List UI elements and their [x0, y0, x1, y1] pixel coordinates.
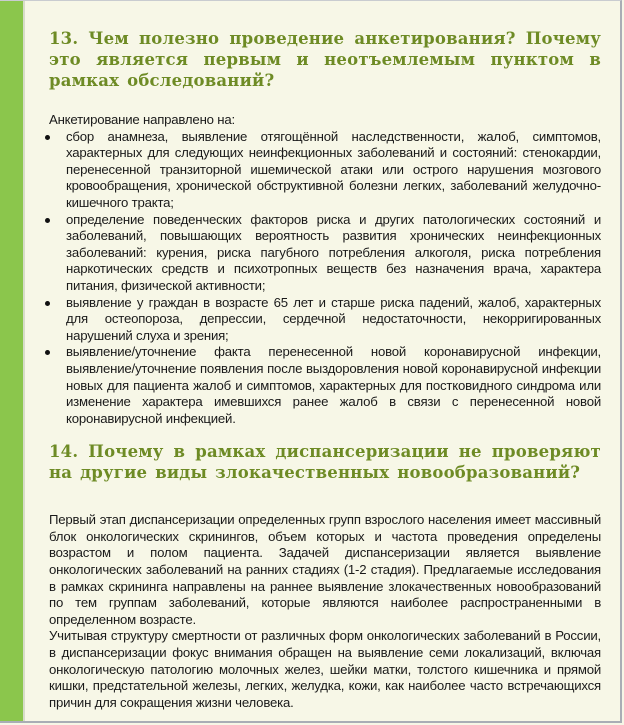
- page-content: [49, 1, 601, 711]
- paragraph: Учитывая структуру смертности от различных форм онкологических заболеваний в России, в диспансеризации фокус внимания обращен на выявление семи локализаций, включая онкологическую патологию молочных желез, шейки матки, толстого кишечника и прямой кишки, предстательной железы, легких, желудка, кожи, как наиболее часто встречающихся причин для сокращения жизни человека.: [49, 628, 601, 710]
- section-q13: [49, 28, 601, 427]
- list-item: [49, 295, 601, 345]
- list-item-text: выявление/уточнение факта перенесенной новой коронавирусной инфекции, выявление/уточнение появления после выздоровления новой коронавирусной инфекции новых для пациента жалоб и симптомов, характерных для постковидного синдрома или изменение характера имевшихся ранее жалоб в связи с перенесенной новой коронавирусной инфекцией.: [66, 344, 601, 426]
- bullet-list: [49, 129, 601, 428]
- bullet-icon: [45, 350, 50, 355]
- list-item-text: определение поведенческих факторов риска и других патологических состояний и заболеваний, повышающих вероятность развития хронических неинфекционных заболеваний: курения, риска пагубного потребления алкоголя, риска потребления наркотических средств и психотропных веществ без назначения врача, характера питания, физической активности;: [66, 211, 601, 293]
- list-item: [49, 344, 601, 427]
- accent-stripe: [0, 1, 23, 721]
- list-item: [49, 212, 601, 295]
- bullet-icon: [45, 301, 50, 306]
- paragraph: Первый этап диспансеризации определенных групп взрослого населения имеет массивный блок онкологических скринингов, объем которых и частота проведения определены возрастом и полом пациента. Задачей диспансеризации является выявление онкологических заболеваний на ранних стадиях (1-2 стадия). Предлагаемые исследования в рамках скрининга направлены на раннее выявление злокачественных новообразований по тем группам заболеваний, которые являются наиболее распространенными в определенном возрасте.: [49, 512, 601, 627]
- section-q14: [49, 441, 601, 711]
- list-item: [49, 129, 601, 212]
- bullet-icon: [45, 135, 50, 140]
- section-intro: Анкетирование направлено на:: [49, 112, 235, 127]
- list-item-text: выявление у граждан в возрасте 65 лет и старше риска падений, жалоб, характерных для остеопороза, депрессии, сердечной недостаточности, некорригированных нарушений слуха и зрения;: [66, 294, 601, 343]
- section-title: 13. Чем полезно проведение анкетирования? Почему это является первым и неотъемлемым пунктом в рамках обследований?: [49, 29, 601, 90]
- section-title: 14. Почему в рамках диспансеризации не проверяют на другие виды злокачественных новообразований?: [49, 442, 601, 483]
- accent-stripe-edge: [23, 1, 25, 721]
- list-item-text: сбор анамнеза, выявление отягощённой наследственности, жалоб, симптомов, характерных для следующих неинфекционных заболеваний и состояний: стенокардии, перенесенной транзиторной ишемической атаки или острого нарушения мозгового кровообращения, хронической обструктивной болезни легких, заболеваний желудочно-кишечного тракта;: [66, 128, 601, 210]
- bullet-icon: [45, 218, 50, 223]
